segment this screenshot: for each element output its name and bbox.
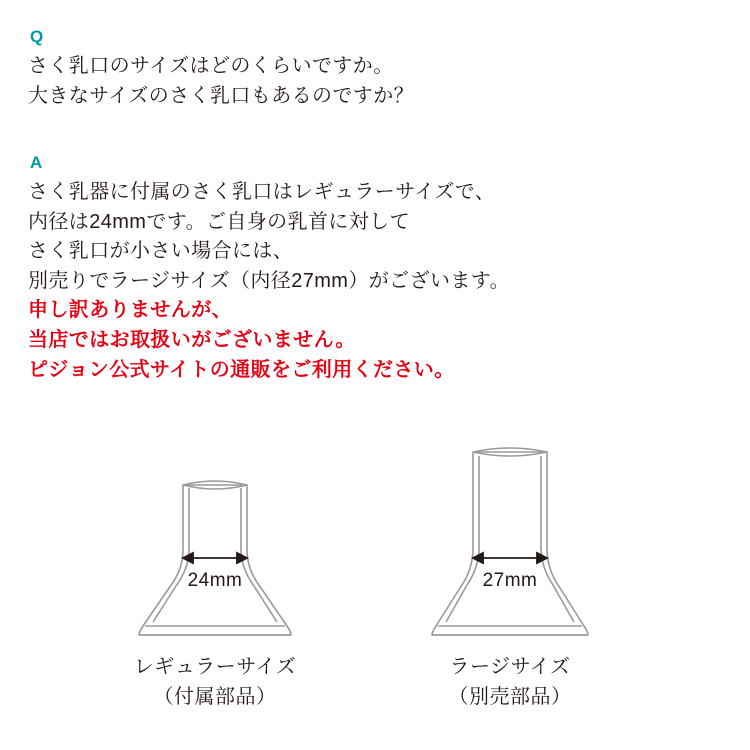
answer-line-3: さく乳口が小さい場合には、	[28, 240, 294, 263]
figure-regular-size	[65, 430, 365, 750]
caption-regular-line-2: （付属部品）	[153, 686, 277, 708]
answer-line-2: 内径は24mmです。ご自身の乳首に対して	[28, 210, 410, 233]
notice-line-1: 申し訳ありませんが、	[28, 299, 232, 322]
answer-block	[28, 152, 510, 385]
caption-regular-line-1: レギュラーサイズ	[133, 656, 297, 678]
funnel-large-illustration	[360, 430, 660, 645]
caption-large-line-2: （別売部品）	[448, 686, 572, 708]
figure-group	[0, 430, 750, 750]
caption-regular	[65, 652, 365, 712]
question-line-2: 大きなサイズのさく乳口もあるのですか？	[28, 84, 414, 107]
funnel-large-svg	[360, 430, 660, 645]
caption-large-line-1: ラージサイズ	[449, 656, 571, 678]
question-line-1: さく乳口のサイズはどのくらいですか。	[28, 55, 394, 78]
notice-line-3: ピジョン公式サイトの通販をご利用ください。	[28, 358, 455, 381]
caption-large	[360, 652, 660, 712]
question-marker: Q	[30, 27, 44, 46]
dimension-label-regular: 24mm	[187, 570, 243, 591]
funnel-regular-svg	[65, 430, 365, 645]
dimension-label-large: 27mm	[482, 570, 538, 591]
question-block	[28, 26, 414, 111]
funnel-regular-illustration	[65, 430, 365, 645]
answer-line-1: さく乳器に付属のさく乳口はレギュラーサイズで、	[28, 181, 496, 204]
dimension-arrow-large	[473, 553, 547, 563]
answer-line-4: 別売りでラージサイズ（内径27mm）がございます。	[28, 269, 510, 292]
notice-line-2: 当店ではお取扱いがございません。	[28, 329, 356, 352]
answer-marker: A	[30, 153, 43, 172]
dimension-arrow-regular	[183, 553, 247, 563]
figure-large-size	[360, 430, 660, 750]
